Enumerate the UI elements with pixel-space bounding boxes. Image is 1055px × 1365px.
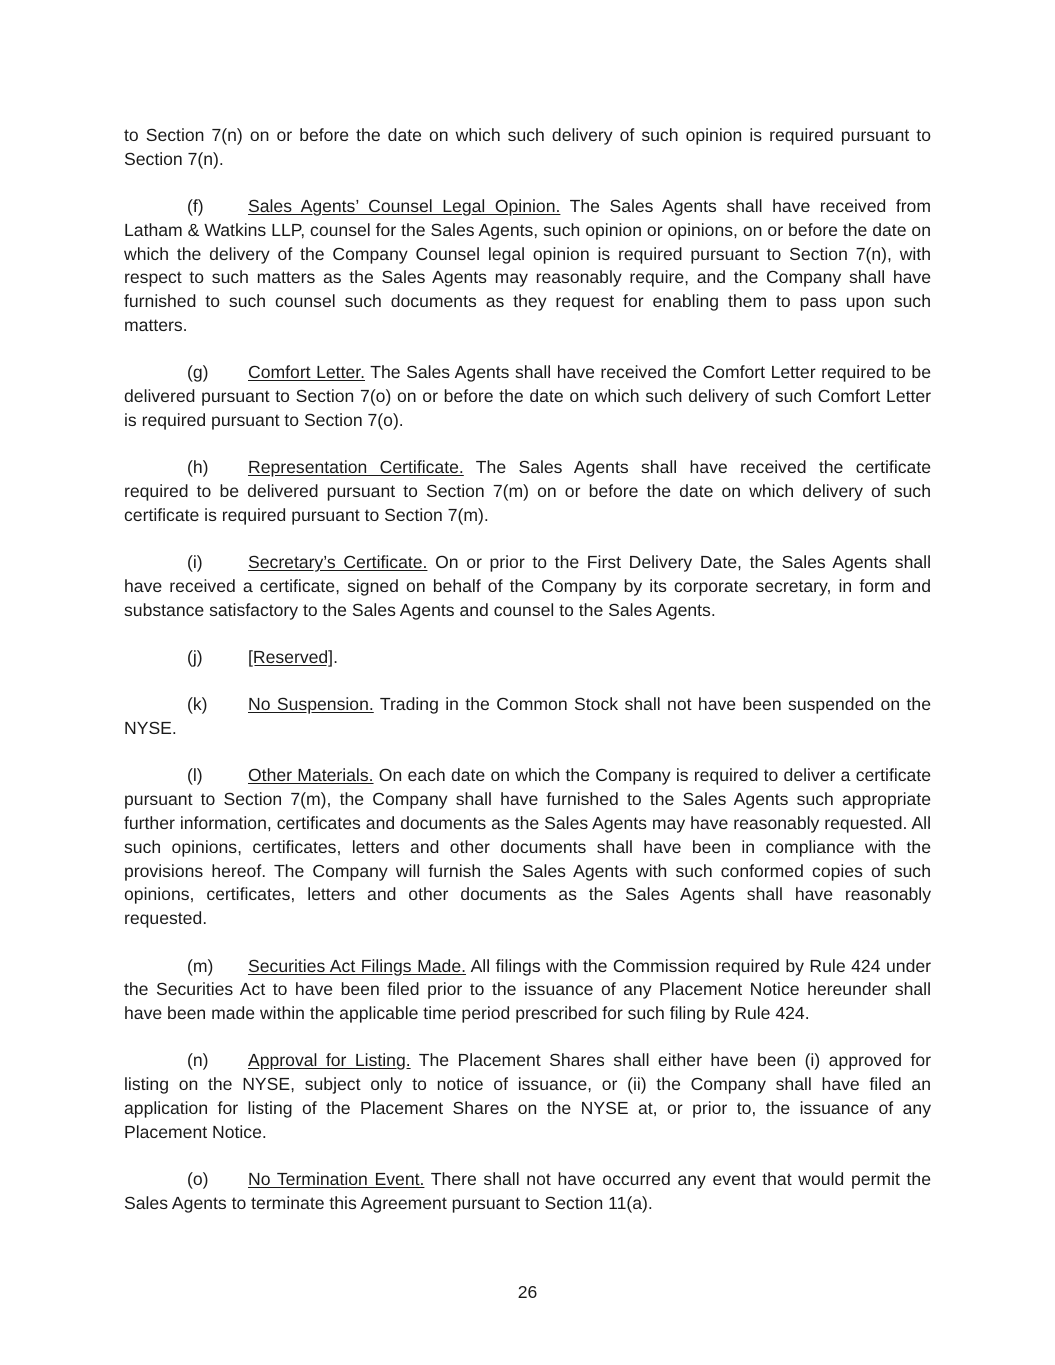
paragraph-body: All filings with the Commission required by Rule 424 under the Securities Act to have been filed prior to the issuance of any Placement Notice hereunder shall have been made within the applicable time period prescribed for such filing by Rule 424.	[124, 955, 932, 1024]
paragraph-body: The Sales Agents shall have received from Latham & Watkins LLP, counsel for the Sales Agents, such opinion or opinions, on or before the date on which the delivery of the Company Counsel legal opinion is required pursuant to Section 7(n), with respect to such matters as the Sales Agents may reasonably require, and the Company shall have furnished to such counsel such documents as they request for enabling them to pass upon such matters.	[124, 196, 932, 336]
paragraph-heading: Comfort Letter.	[248, 362, 366, 383]
paragraph-number: (h)	[187, 457, 209, 478]
paragraph-heading: Representation Certificate.	[248, 457, 464, 478]
paragraph-heading: Other Materials.	[248, 765, 374, 786]
paragraph-body: The Placement Shares shall either have been (i) approved for listing on the NYSE, subject only to notice of issuance, or (ii) the Company shall have filed an application for listing of the Placement Shares on the NYSE at, or prior to, the issuance of any Placement Notice.	[124, 1050, 931, 1142]
paragraph-body: On each date on which the Company is required to deliver a certificate pursuant to Section 7(m), the Company shall have furnished to the Sales Agents such appropriate further information, certificates and documents as the Sales Agents may have reasonably requested. All such opinions, certificates, letters and other documents shall have been in compliance with the provisions hereof. The Company will furnish the Sales Agents with such conformed copies of such opinions, certificates, letters and other documents as the Sales Agents shall have reasonably requested.	[124, 765, 931, 929]
paragraph-m	[124, 955, 931, 1026]
paragraph-g	[124, 361, 931, 432]
paragraph-body: Trading in the Common Stock shall not have been suspended on the NYSE.	[124, 694, 931, 739]
paragraph-number: (i)	[187, 552, 203, 573]
paragraph-number: (n)	[187, 1050, 209, 1071]
paragraph-heading: [Reserved]	[248, 647, 334, 668]
paragraph-number: (m)	[187, 955, 214, 976]
paragraph-body: The Sales Agents shall have received the certificate required to be delivered pursuant to Section 7(m) on or before the date on which delivery of such certificate is required pursuant to Section 7(m).	[124, 457, 931, 525]
paragraph-number: (l)	[187, 765, 203, 786]
paragraph-j	[124, 646, 931, 670]
paragraph-body: On or prior to the First Delivery Date, the Sales Agents shall have received a certificate, signed on behalf of the Company by its corporate secretary, in form and substance satisfactory to the Sales Agents and counsel to the Sales Agents.	[124, 552, 931, 620]
paragraph-f	[124, 195, 931, 338]
paragraph-i	[124, 551, 931, 622]
paragraph-number: (f)	[187, 196, 204, 217]
paragraph-number: (j)	[187, 647, 203, 668]
paragraph-body: There shall not have occurred any event that would permit the Sales Agents to terminate this Agreement pursuant to Section 11(a).	[124, 1169, 931, 1213]
paragraph-l	[124, 764, 931, 931]
paragraph-n	[124, 1049, 931, 1144]
page-number: 26	[517, 1282, 538, 1302]
paragraph-k	[124, 693, 931, 741]
intro-paragraph: to Section 7(n) on or before the date on which such delivery of such opinion is required pursuant to Section 7(n).	[124, 125, 931, 169]
paragraph-body: The Sales Agents shall have received the Comfort Letter required to be delivered pursuant to Section 7(o) on or before the date on which such delivery of such Comfort Letter is required pursuant to Section 7(o).	[124, 362, 931, 430]
paragraph-number: (k)	[187, 694, 208, 715]
paragraph-heading: Sales Agents’ Counsel Legal Opinion.	[248, 196, 561, 217]
paragraph-heading: No Suspension.	[248, 694, 374, 715]
paragraph-number: (g)	[187, 362, 209, 383]
paragraph-o	[124, 1168, 931, 1216]
document-page	[124, 124, 931, 1239]
paragraph-heading: Approval for Listing.	[248, 1050, 411, 1071]
paragraph-h	[124, 456, 931, 527]
paragraph-heading: Securities Act Filings Made.	[248, 955, 467, 976]
paragraph-body: .	[333, 647, 338, 668]
paragraph-number: (o)	[187, 1169, 209, 1190]
paragraph-heading: No Termination Event.	[248, 1169, 425, 1190]
paragraph-heading: Secretary’s Certificate.	[248, 552, 428, 573]
